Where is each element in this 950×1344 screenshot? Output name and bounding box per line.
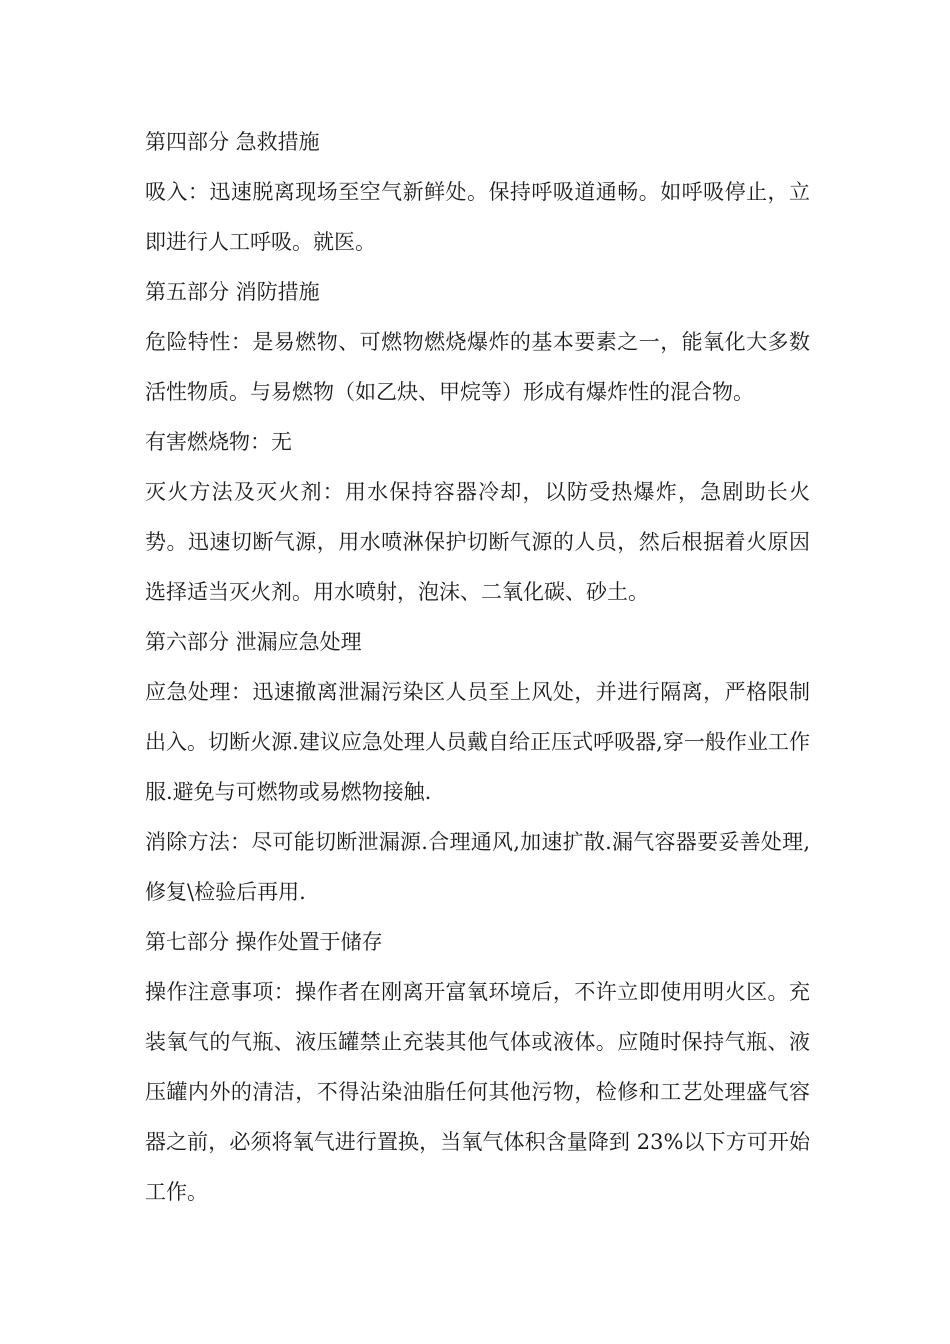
paragraph-inhalation: 吸入：迅速脱离现场至空气新鲜处。保持呼吸道通畅。如呼吸停止，立即进行人工呼吸。就医。 <box>145 180 810 254</box>
paragraph-hazard-characteristics: 危险特性：是易燃物、可燃物燃烧爆炸的基本要素之一，能氧化大多数活性物质。与易燃物（如乙炔、甲烷等）形成有爆炸性的混合物。 <box>145 330 810 404</box>
section-heading-4: 第四部分 急救措施 <box>145 130 320 154</box>
paragraph-operation-precautions: 操作注意事项：操作者在刚离开富氧环境后，不许立即使用明火区。充装氧气的气瓶、液压罐禁止充装其他气体或液体。应随时保持气瓶、液压罐内外的清洁，不得沾染油脂任何其他污物，检修和工艺处理盛气容器之前，必须将氧气进行置换，当氧气体积含量降到 23%以下方可开始工作。 <box>145 980 810 1204</box>
section-heading-6: 第六部分 泄漏应急处理 <box>145 630 362 654</box>
section-heading-5: 第五部分 消防措施 <box>145 280 320 304</box>
paragraph-extinguishing-methods: 灭火方法及灭火剂：用水保持容器冷却，以防受热爆炸，急剧助长火势。迅速切断气源，用水喷淋保护切断气源的人员，然后根据着火原因选择适当灭火剂。用水喷射，泡沫、二氧化碳、砂土。 <box>145 480 810 604</box>
paragraph-elimination-methods: 消除方法：尽可能切断泄漏源.合理通风,加速扩散.漏气容器要妥善处理,修复\检验后再用. <box>145 830 810 904</box>
paragraph-harmful-combustion-products: 有害燃烧物：无 <box>145 430 292 454</box>
document-body <box>145 117 810 1217</box>
section-heading-7: 第七部分 操作处置于储存 <box>145 930 383 954</box>
paragraph-emergency-handling: 应急处理：迅速撤离泄漏污染区人员至上风处，并进行隔离，严格限制出入。切断火源.建议应急处理人员戴自给正压式呼吸器,穿一般作业工作服.避免与可燃物或易燃物接触. <box>145 680 810 804</box>
